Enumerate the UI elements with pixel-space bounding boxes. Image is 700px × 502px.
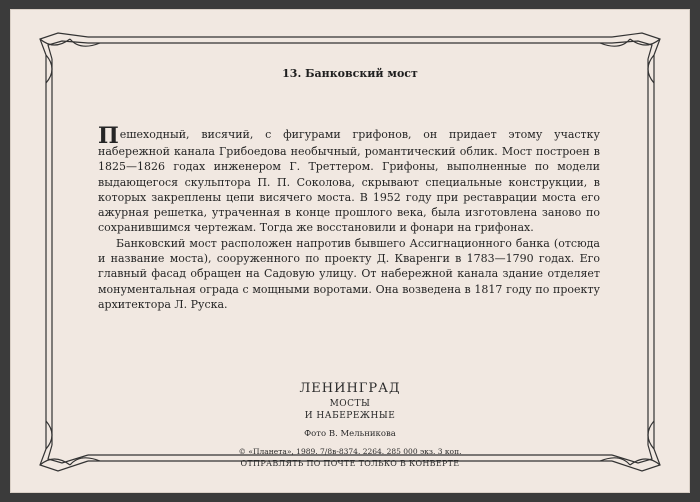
mail-note: ОТПРАВЛЯТЬ ПО ПОЧТЕ ТОЛЬКО В КОНВЕРТЕ: [240, 459, 460, 468]
card-title: 13. Банковский мост: [282, 67, 418, 80]
city-title: ЛЕНИНГРАД: [299, 381, 401, 396]
drop-cap: П: [98, 123, 119, 149]
series-line-2: И НАБЕРЕЖНЫЕ: [304, 411, 396, 421]
description-text: [98, 123, 600, 312]
paragraph-1-text: ешеходный, висячий, с фигурами грифонов, он придает этому участку набережной канала Грибоедова необычный, романтический облик. Мост построен в 1825—1826 годах инженером Г. Треттером. Грифоны, выполненные по модели выдающегося скульптора П. П. Соколова, скрывают специальные конструкции, в которых закреплены цепи висячего моста. В 1952 году при реставрации моста его ажурная решетка, утраченная в конце прошлого века, была изготовлена заново по сохранившимся чертежам. Тогда же восстановили и фонари на грифонах.: [98, 128, 600, 235]
series-line-1: МОСТЫ: [329, 399, 371, 409]
postcard: [10, 9, 690, 493]
paragraph-1: [98, 123, 600, 236]
publisher-imprint: © «Планета», 1989. 7/8в-8374. 2264. 285 000 экз. 3 коп.: [238, 447, 462, 456]
series-title: [10, 398, 690, 422]
photo-credit: Фото В. Мельникова: [304, 429, 396, 439]
paragraph-2: Банковский мост расположен напротив бывшего Ассигнационного банка (отсюда и название моста), сооруженного по проекту Д. Кваренги в 1783—1790 годах. Его главный фасад обращен на Садовую улицу. От набережной канала здание отделяет монументальная ограда с мощными воротами. Она возведена в 1817 году по проекту архитектора Л. Руска.: [98, 236, 600, 311]
